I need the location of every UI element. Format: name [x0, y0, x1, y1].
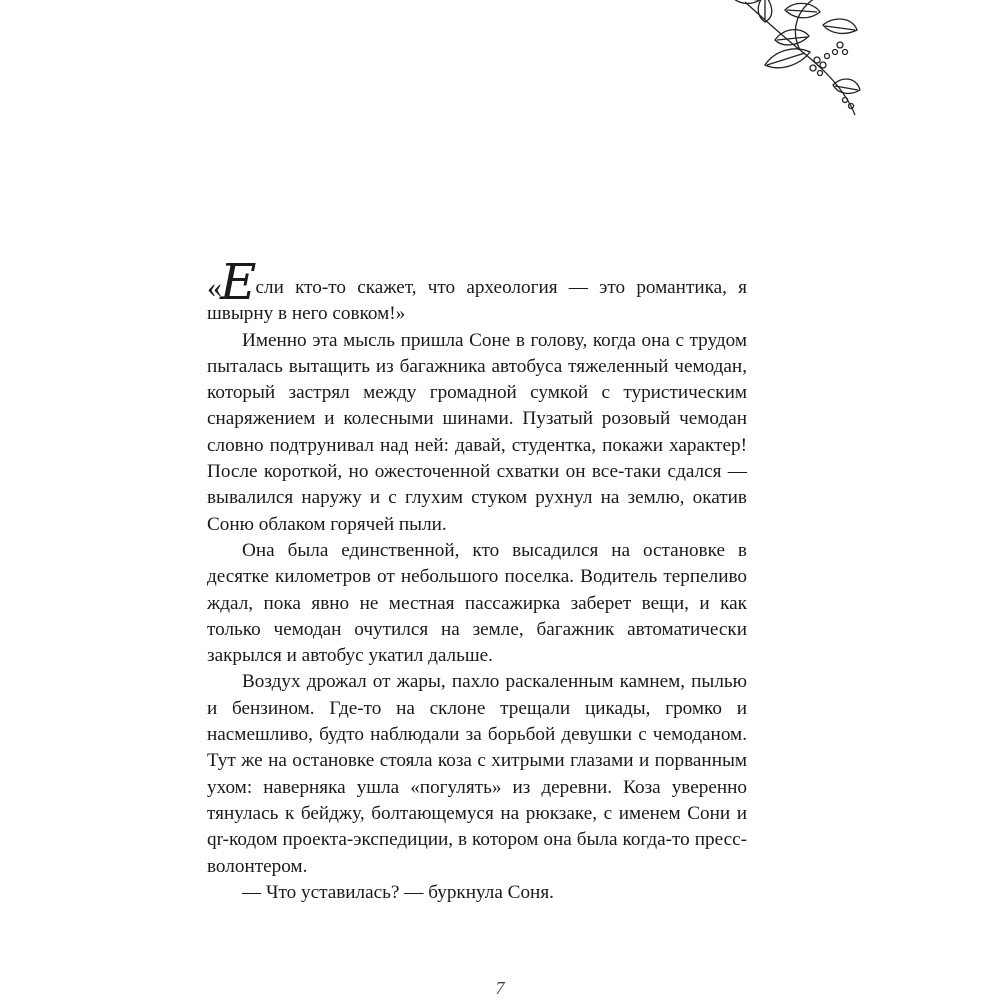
floral-branch-icon	[705, 0, 890, 130]
decorative-initial: Е	[220, 253, 255, 311]
dialogue-line: — Что уставилась? — буркнула Соня.	[242, 881, 554, 903]
opening-quote-mark: «	[207, 271, 220, 304]
page-number: 7	[495, 978, 505, 998]
chapter-text	[207, 253, 747, 906]
paragraph: Именно эта мысль пришла Соне в голову, когда она с трудом пыталась вытащить из багажника автобуса тяжеленный чемодан, который застрял между громадной сумкой с туристическим снаряжением и колесными шинами. Пузатый розовый чемодан словно подтрунивал над ней: давай, студентка, покажи характер! После короткой, но ожесточенной схватки он все-таки сдался — вывалился наружу и с глухим стуком рухнул на землю, окатив Соню облаком горячей пыли.	[207, 329, 747, 535]
paragraph: Воздух дрожал от жары, пахло раскаленным камнем, пылью и бензином. Где-то на склоне трещали цикады, громко и насмешливо, будто наблюдали за борьбой девушки с чемоданом. Тут же на остановке стояла коза с хитрыми глазами и порванным ухом: наверняка ушла «погулять» из деревни. Коза уверенно тянулась к бейджу, болтающемуся на рюкзаке, с именем Сони и qr-кодом проекта-экспедиции, в котором она была когда-то прессволонтером.	[207, 671, 747, 877]
paragraph: Она была единственной, кто высадился на остановке в десятке километров от небольшого поселка. Водитель терпеливо ждал, пока явно не местная пассажирка заберет вещи, и как только чемодан очутился на земле, багажник автоматически закрылся и автобус укатил дальше.	[207, 539, 747, 667]
paragraph-text: сли кто-то скажет, что археология — это романтика, я швырну в него совком!»	[207, 277, 747, 325]
opening-paragraph	[207, 253, 747, 328]
